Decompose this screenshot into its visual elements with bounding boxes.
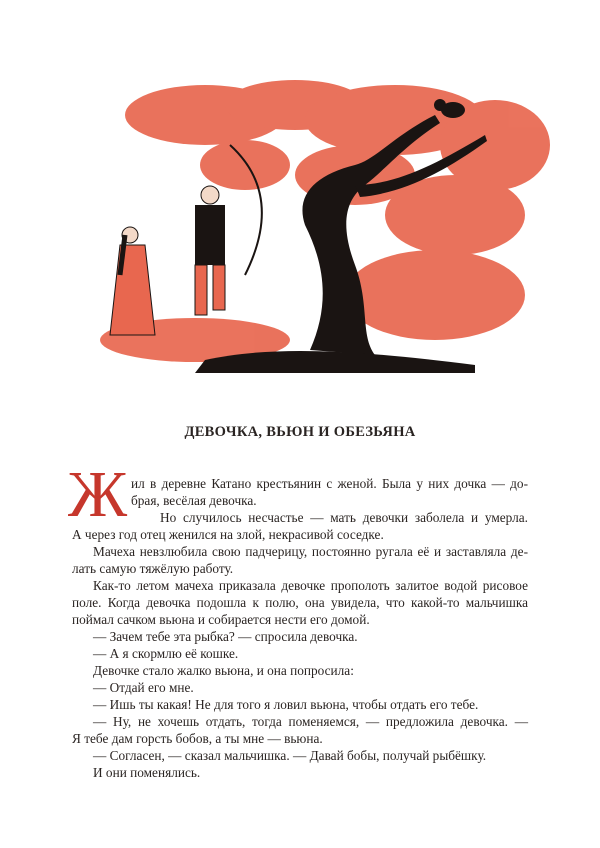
text-line: — Отдай его мне. bbox=[93, 680, 194, 695]
text-line: — Ишь ты какая! Не для того я ловил вьюна, чтобы отдать его тебе. bbox=[93, 697, 479, 712]
text-line: Я тебе дам горсть бобов, а ты мне — вьюна. bbox=[72, 731, 323, 746]
text-line: Мачеха невзлюбила свою падчерицу, постоянно ругала её и заставляла де- bbox=[93, 544, 528, 559]
text-line: — Ну, не хочешь отдать, тогда поменяемся, — предложила девочка. — bbox=[93, 714, 528, 729]
girl bbox=[110, 227, 155, 335]
text-line: Но случилось несчастье — мать девочки заболела и умерла. bbox=[160, 510, 528, 525]
text-line: поймал сачком вьюна и собирается нести его домой. bbox=[72, 612, 370, 627]
text-line: И они поменялись. bbox=[93, 765, 201, 780]
text-line: ил в деревне Катано крестьянин с женой. Была у них дочка — до- bbox=[131, 476, 528, 491]
text-line: брая, весёлая девочка. bbox=[131, 493, 257, 508]
drop-cap: Ж bbox=[68, 458, 128, 531]
text-line: Девочке стало жалко вьюна, и она попросила: bbox=[93, 663, 354, 678]
story-title: ДЕВОЧКА, ВЬЮН И ОБЕЗЬЯНА bbox=[184, 424, 416, 440]
text-line: А через год отец женился на злой, некрасивой соседке. bbox=[72, 527, 384, 542]
text-line: поле. Когда девочка подошла к полю, она увидела, что какой-то мальчишка bbox=[72, 595, 528, 610]
text-line: — Согласен, — сказал мальчишка. — Давай бобы, получай рыбёшку. bbox=[93, 748, 487, 763]
text-line: — Зачем тебе эта рыбка? — спросила девочка. bbox=[93, 629, 358, 644]
text-line: — А я скормлю её кошке. bbox=[93, 646, 239, 661]
text-line: Как-то летом мачеха приказала девочке прополоть залитое водой рисовое bbox=[93, 578, 528, 593]
illustration-girl-archer-tree-monkey bbox=[55, 75, 550, 375]
text-line: лать самую тяжёлую работу. bbox=[72, 561, 234, 576]
